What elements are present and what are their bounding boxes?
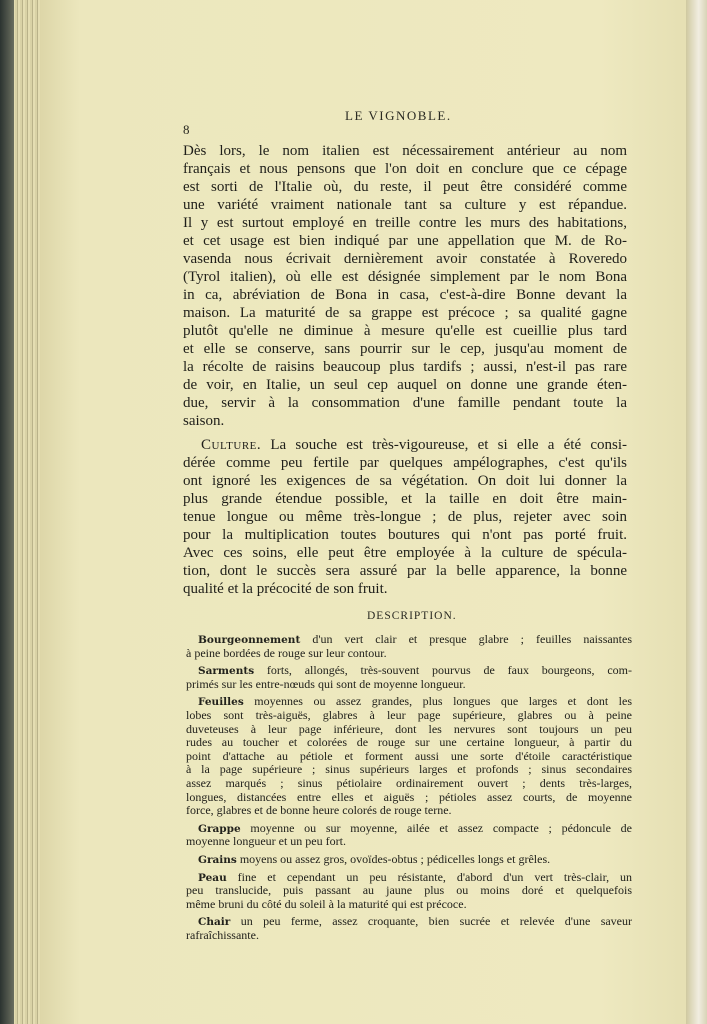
description-line: moyenne longueur et un peu fort.: [186, 834, 346, 849]
culture-first-line-text: La souche est très-vigoureuse, et si elle a été consi-: [270, 437, 628, 453]
text-line: dérée comme peu fertile par quelques ampélographes, c'est qu'ils: [183, 455, 627, 471]
text-line: maison. La maturité de sa grappe est précoce ; sa qualité gagne: [183, 305, 627, 321]
description-line: rudes au toucher et colorées de rouge sur une certaine longueur, à partir du: [186, 735, 632, 750]
description-term: Grains: [198, 853, 237, 866]
description-term: Peau: [198, 871, 227, 884]
description-text: moyens ou assez gros, ovoïdes-obtus ; pédicelles longs et grêles.: [239, 851, 551, 866]
description-title: DESCRIPTION.: [367, 610, 457, 622]
description-line: primés sur les entre-nœuds qui sont de moyenne longueur.: [186, 676, 466, 691]
description-item-chair: [186, 915, 632, 942]
text-line: ont ignoré les exigences de sa végétation. On doit lui donner la: [183, 473, 627, 489]
description-line: force, glabres et de bonne heure colorés de rouge terne.: [186, 803, 452, 818]
description-text: moyennes ou assez grandes, plus longues que larges et dont les: [254, 694, 633, 709]
description-line: assez marqués ; sinus pétiolaire ordinairement ouvert ; dents très-larges,: [186, 775, 632, 790]
description-text: fine et cependant un peu résistante, d'abord d'un vert très-clair, un: [237, 869, 633, 884]
text-line: vasenda nous écrivait dernièrement avoir constatée à Roveredo: [183, 251, 627, 267]
description-item-sarments: [186, 664, 632, 691]
description-line: [186, 633, 632, 647]
description-text: un peu ferme, assez croquante, bien sucrée et relevée d'une saveur: [240, 914, 633, 929]
description-term: Sarments: [198, 665, 255, 678]
text-line: français et nous pensons que l'on doit en conclure que ce cépage: [183, 161, 627, 177]
description-line: peu translucide, puis passant au jaune plus ou moins doré et quelquefois: [186, 883, 632, 898]
description-item-grains: [186, 853, 632, 867]
text-line: Avec ces soins, elle peut être employée à la culture de spécula-: [183, 545, 627, 561]
text-line: la récolte de raisins beaucoup plus tardifs ; aussi, n'est-il pas rare: [183, 359, 627, 375]
description-line: duveteuses à leur page inférieure, dont les nervures sont toujours un peu: [186, 721, 632, 736]
description-item-peau: [186, 871, 632, 912]
description-list: [186, 633, 632, 946]
text-line: in ca, abréviation de Bona in casa, c'est-à-dire Bonne devant la: [183, 287, 627, 303]
description-line: à la page supérieure ; sinus supérieurs larges et profonds ; sinus secondaires: [186, 762, 632, 777]
description-text: d'un vert clair et presque glabre ; feuilles naissantes: [312, 632, 633, 646]
description-line: lobes sont très-aiguës, glabres à leur page supérieure, glabres ou à peine: [186, 707, 632, 722]
description-line: longues, distancées entre elles et aiguës ; pétioles assez courts, de moyenne: [186, 789, 632, 804]
text-line: et cet usage est bien indiqué par une appellation que M. de Ro-: [183, 233, 627, 249]
text-line: plutôt qu'elle ne diminue à mesure qu'elle est cueillie plus tard: [183, 323, 627, 339]
description-term: Grappe: [198, 822, 241, 835]
description-item-bourgeonnement: [186, 633, 632, 660]
description-line: [186, 915, 632, 929]
description-line: [186, 695, 632, 709]
text-line: Dès lors, le nom italien est nécessairement antérieur au nom: [183, 143, 627, 159]
text-line: est sorti de l'Italie où, du reste, il peut être considéré comme: [183, 179, 627, 195]
text-line: plus grande étendue possible, et la taille en doit être main-: [183, 491, 627, 507]
text-line: (Tyrol italien), où elle est désignée simplement par le nom Bona: [183, 269, 627, 285]
paragraph-culture: [183, 436, 627, 598]
text-line: une variété vraiment nationale tant sa culture y est répandue.: [183, 197, 627, 213]
text-line: tenue longue ou même très-longue ; de plus, rejeter avec soin: [183, 509, 627, 525]
description-term: Bourgeonnement: [198, 634, 301, 646]
text-line: et elle se conserve, sans pourrir sur le cep, jusqu'au moment de: [183, 341, 627, 357]
description-term: Feuilles: [198, 696, 244, 709]
description-text: forts, allongés, très-souvent pourvus de faux bourgeons, com-: [266, 663, 632, 678]
description-line: [186, 871, 632, 885]
culture-first-line: [183, 436, 627, 454]
description-line: à peine bordées de rouge sur leur contour.: [186, 645, 387, 660]
description-item-feuilles: [186, 695, 632, 817]
text-line: pour la multiplication toutes boutures qui n'ont pas porté fruit.: [183, 527, 627, 543]
text-line: de voir, en Italie, un seul cep auquel on donne une grande éten-: [183, 377, 627, 393]
description-line: [186, 853, 632, 867]
text-line: tion, dont le succès sera assuré par la belle apparence, la bonne: [183, 563, 627, 579]
text-line: due, servir à la consommation d'une famille pendant toute la: [183, 395, 627, 411]
page-edge-right: [686, 0, 707, 1024]
description-line: point d'attache au pétiole et forment aussi une sorte d'étoile caractéristique: [186, 748, 632, 763]
text-line: saison.: [183, 413, 225, 429]
description-item-grappe: [186, 822, 632, 849]
description-line: rafraîchissante.: [186, 927, 259, 942]
description-line: même bruni du côté du soleil à la maturité qui est précoce.: [186, 896, 467, 911]
description-term: Chair: [198, 916, 231, 929]
description-line: [186, 664, 632, 678]
text-line: qualité et la précocité de son fruit.: [183, 581, 388, 597]
text-line: Il y est surtout employé en treille contre les murs des habitations,: [183, 215, 627, 231]
paragraph-main: [183, 142, 627, 430]
culture-heading: Culture.: [201, 437, 262, 453]
running-title: LE VIGNOBLE.: [345, 108, 452, 123]
description-line: [186, 822, 632, 836]
page-number: 8: [183, 122, 190, 137]
description-text: moyenne ou sur moyenne, ailée et assez compacte ; pédoncule de: [250, 820, 633, 835]
book-spine-shadow: [0, 0, 14, 1024]
